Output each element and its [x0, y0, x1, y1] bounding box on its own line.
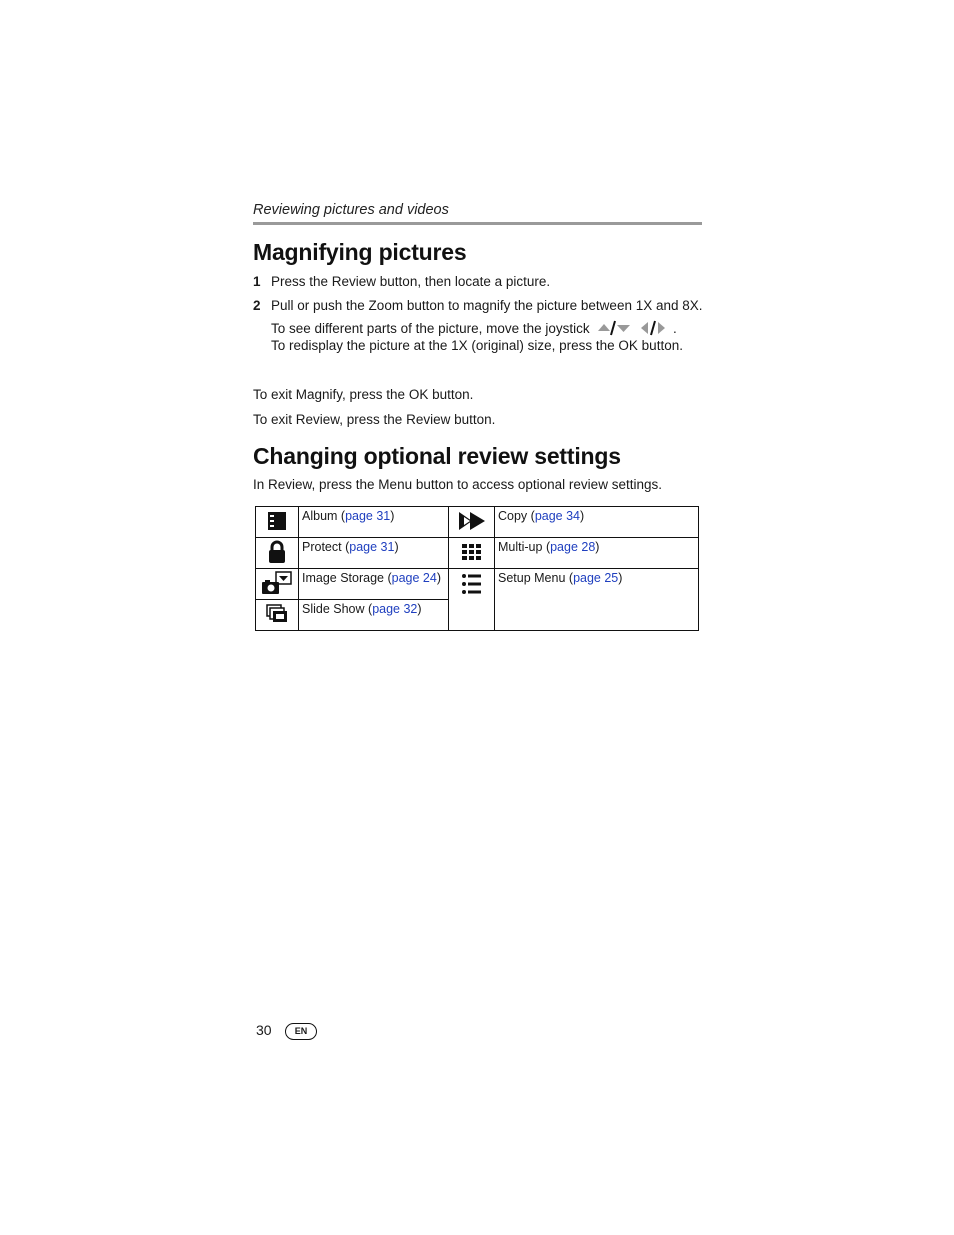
page-link[interactable]: page 24 [391, 571, 437, 585]
table-row [256, 507, 699, 538]
section-title-magnifying: Magnifying pictures [253, 239, 467, 265]
step-number-1: 1 [253, 274, 261, 289]
exit-magnify-text: To exit Magnify, press the OK button. [253, 387, 474, 402]
page-link[interactable]: page 32 [372, 602, 418, 616]
table-row [256, 569, 699, 600]
grid-icon [461, 543, 483, 564]
setting-label: Setup Menu [498, 571, 566, 585]
setting-album: Album (page 31) [299, 507, 449, 538]
page-link[interactable]: page 31 [345, 509, 391, 523]
page-link[interactable]: page 34 [534, 509, 581, 523]
step-2-sub-joystick [271, 320, 677, 339]
album-icon [266, 510, 288, 535]
setting-label: Protect [302, 540, 342, 554]
table-icon-cell [449, 538, 495, 569]
header-rule [253, 222, 702, 225]
page-number: 30 [256, 1022, 272, 1038]
setting-label: Copy [498, 509, 528, 523]
setting-label: Album [302, 509, 338, 523]
page-link[interactable]: page 28 [550, 540, 596, 554]
setting-label: Slide Show [302, 602, 365, 616]
step-text-1: Press the Review button, then locate a picture. [271, 274, 551, 289]
running-head: Reviewing pictures and videos [253, 202, 449, 218]
step-number-2: 2 [253, 298, 261, 313]
table-icon-cell [256, 569, 299, 600]
joystick-left-right-icon [639, 320, 669, 339]
setting-slide-show: Slide Show (page 32) [299, 600, 449, 631]
table-icon-cell [256, 600, 299, 631]
table-icon-cell [256, 507, 299, 538]
slideshow-icon [265, 603, 289, 628]
lock-icon [266, 540, 288, 567]
table-icon-cell [449, 507, 495, 538]
table-icon-cell [449, 569, 495, 631]
setting-copy: Copy (page 34) [495, 507, 699, 538]
setting-label: Image Storage [302, 571, 384, 585]
copy-icon [457, 510, 487, 535]
table-icon-cell [256, 538, 299, 569]
joystick-instruction-end: . [672, 321, 677, 336]
page-link[interactable]: page 25 [573, 571, 619, 585]
joystick-up-down-icon [597, 320, 631, 339]
setting-image-storage: Image Storage (page 24) [299, 569, 449, 600]
page-link[interactable]: page 31 [349, 540, 395, 554]
exit-review-text: To exit Review, press the Review button. [253, 412, 496, 427]
setup-list-icon [461, 573, 483, 598]
setting-multi-up: Multi-up (page 28) [495, 538, 699, 569]
setting-protect: Protect (page 31) [299, 538, 449, 569]
review-settings-table [255, 506, 699, 631]
setting-label: Multi-up [498, 540, 543, 554]
review-settings-intro: In Review, press the Menu button to access optional review settings. [253, 477, 662, 492]
section-title-changing: Changing optional review settings [253, 443, 621, 469]
setting-setup-menu: Setup Menu (page 25) [495, 569, 699, 631]
language-badge: EN [285, 1023, 317, 1040]
image-storage-icon [261, 571, 293, 598]
table-row [256, 538, 699, 569]
step-text-2: Pull or push the Zoom button to magnify the picture between 1X and 8X. [271, 298, 703, 313]
joystick-instruction: To see different parts of the picture, move the joystick [271, 321, 590, 336]
step-2-sub-redisplay: To redisplay the picture at the 1X (original) size, press the OK button. [271, 338, 683, 353]
